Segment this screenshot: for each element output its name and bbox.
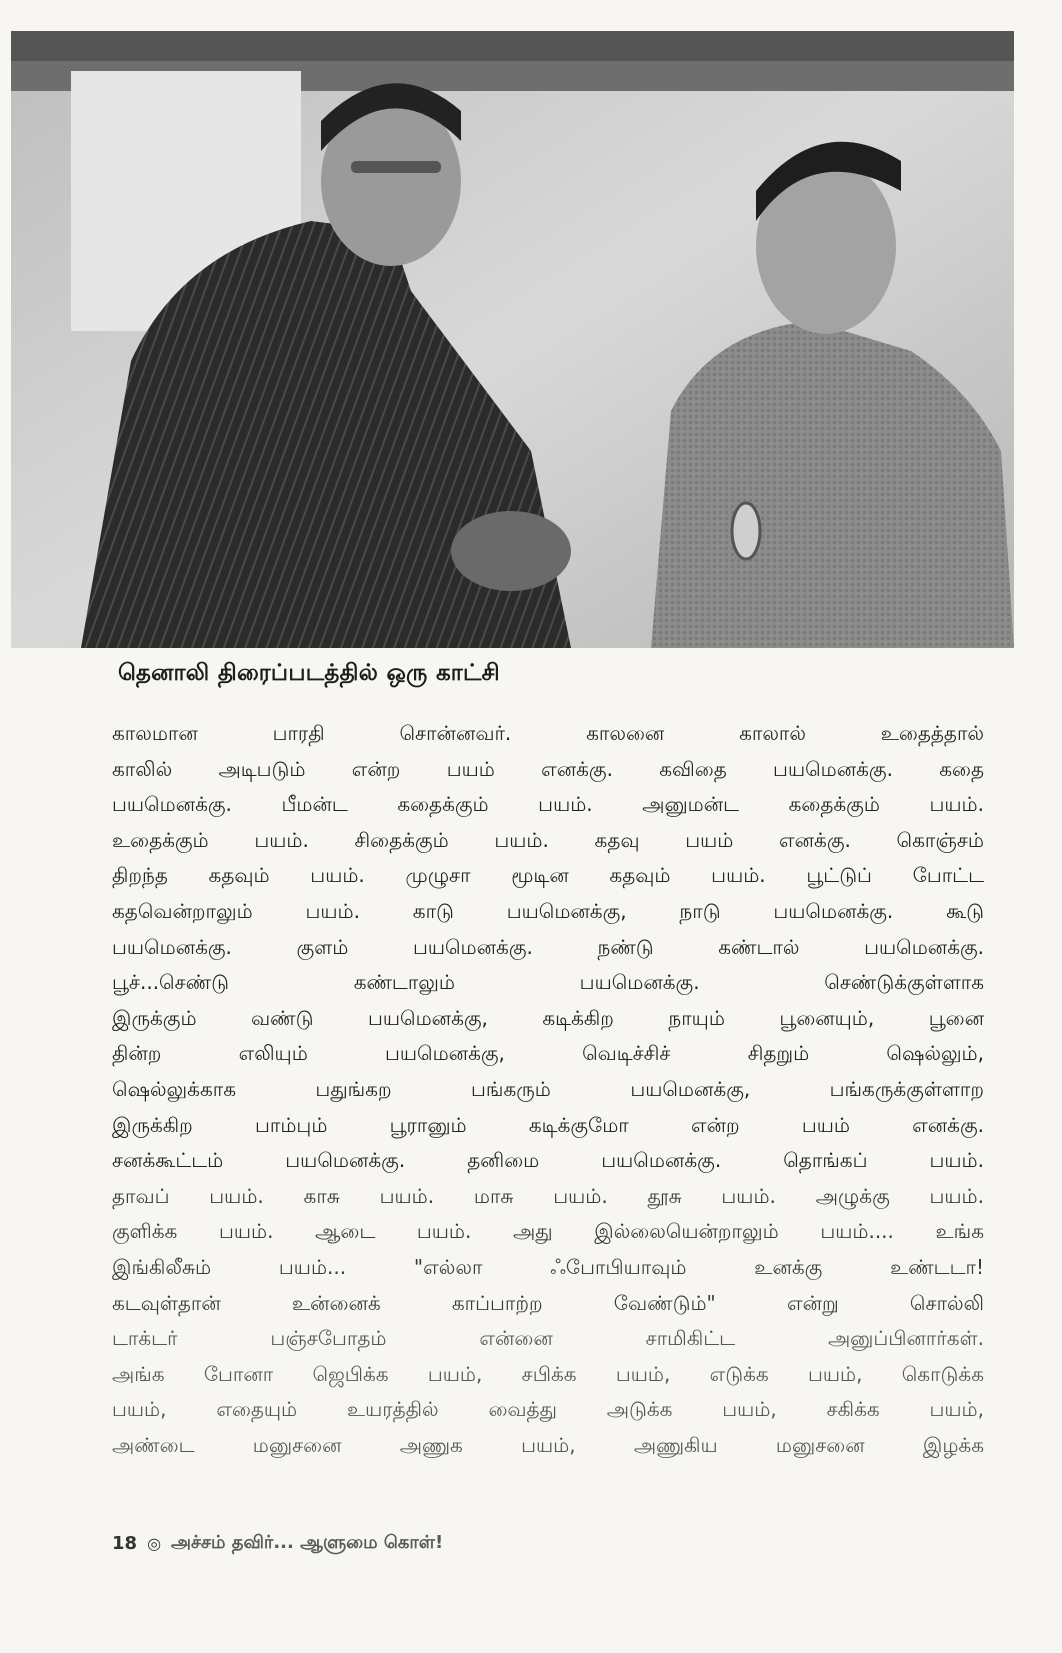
text-line: ஷெல்லுக்காக பதுங்கற பங்கரும் பயமெனக்கு, பங்கருக்குள்ளாற xyxy=(112,1076,984,1101)
text-line: தாவப் பயம். காசு பயம். மாசு பயம். தூசு பயம். அழுக்கு பயம். xyxy=(112,1183,984,1208)
text-line: இருக்கிற பாம்பும் பூரானும் கடிக்குமோ என்ற பயம் எனக்கு. xyxy=(112,1112,984,1137)
text-line: அங்க போனா ஜெபிக்க பயம், சபிக்க பயம், எடுக்க பயம், கொடுக்க xyxy=(112,1361,984,1386)
text-line: பயமெனக்கு. குளம் பயமெனக்கு. நண்டு கண்டால் பயமெனக்கு. xyxy=(112,934,984,959)
body-text xyxy=(112,716,984,1501)
text-line: பயமெனக்கு. பீமன்ட கதைக்கும் பயம். அனுமன்ட கதைக்கும் பயம். xyxy=(112,792,984,817)
text-line: அண்டை மனுசனை அணுக பயம், அணுகிய மனுசனை இழக்க xyxy=(112,1432,984,1457)
text-line: இங்கிலீசும் பயம்... "எல்லா ஃபோபியாவும் உனக்கு உண்டடா! xyxy=(112,1254,984,1279)
text-line: கதவென்றாலும் பயம். காடு பயமெனக்கு, நாடு பயமெனக்கு. கூடு xyxy=(112,898,984,923)
text-line: இருக்கும் வண்டு பயமெனக்கு, கடிக்கிற நாயும் பூனையும், பூனை xyxy=(112,1005,984,1030)
text-line: திறந்த கதவும் பயம். முழுசா மூடின கதவும் பயம். பூட்டுப் போட்ட xyxy=(112,863,984,888)
text-line: பயம், எதையும் உயரத்தில் வைத்து அடுக்க பயம், சகிக்க பயம், xyxy=(112,1397,984,1422)
film-still-photo xyxy=(11,31,1014,648)
photo-illustration xyxy=(11,31,1014,648)
text-line: பூச்...செண்டு கண்டாலும் பயமெனக்கு. செண்டுக்குள்ளாக xyxy=(112,970,984,995)
text-line: தின்ற எலியும் பயமெனக்கு, வெடிச்சிச் சிதறும் ஷெல்லும், xyxy=(112,1041,984,1066)
text-line: காலமான பாரதி சொன்னவர். காலனை காலால் உதைத்தால் xyxy=(112,721,984,745)
text-line: உதைக்கும் பயம். சிதைக்கும் பயம். கதவு பயம் எனக்கு. கொஞ்சம் xyxy=(112,827,984,852)
photo-caption: தெனாலி திரைப்படத்தில் ஒரு காட்சி xyxy=(118,660,500,686)
text-line: கடவுள்தான் உன்னைக் காப்பாற்ற வேண்டும்" என்று சொல்லி xyxy=(112,1290,984,1315)
text-line: சனக்கூட்டம் பயமெனக்கு. தனிமை பயமெனக்கு. தொங்கப் பயம். xyxy=(112,1148,984,1173)
text-line: குளிக்க பயம். ஆடை பயம். அது இல்லையென்றாலும் பயம்.... உங்க xyxy=(112,1219,984,1244)
text-line: டாக்டர் பஞ்சபோதம் என்னை சாமிகிட்ட அனுப்பினார்கள். xyxy=(112,1326,984,1351)
book-title: அச்சம் தவிர்... ஆளுமை கொள்! xyxy=(171,1532,444,1553)
page-number: 18 xyxy=(112,1533,138,1554)
bullet-icon: ◎ xyxy=(147,1534,162,1553)
text-line: காலில் அடிபடும் என்ற பயம் எனக்கு. கவிதை பயமெனக்கு. கதை xyxy=(112,756,984,781)
page-footer xyxy=(112,1532,443,1555)
